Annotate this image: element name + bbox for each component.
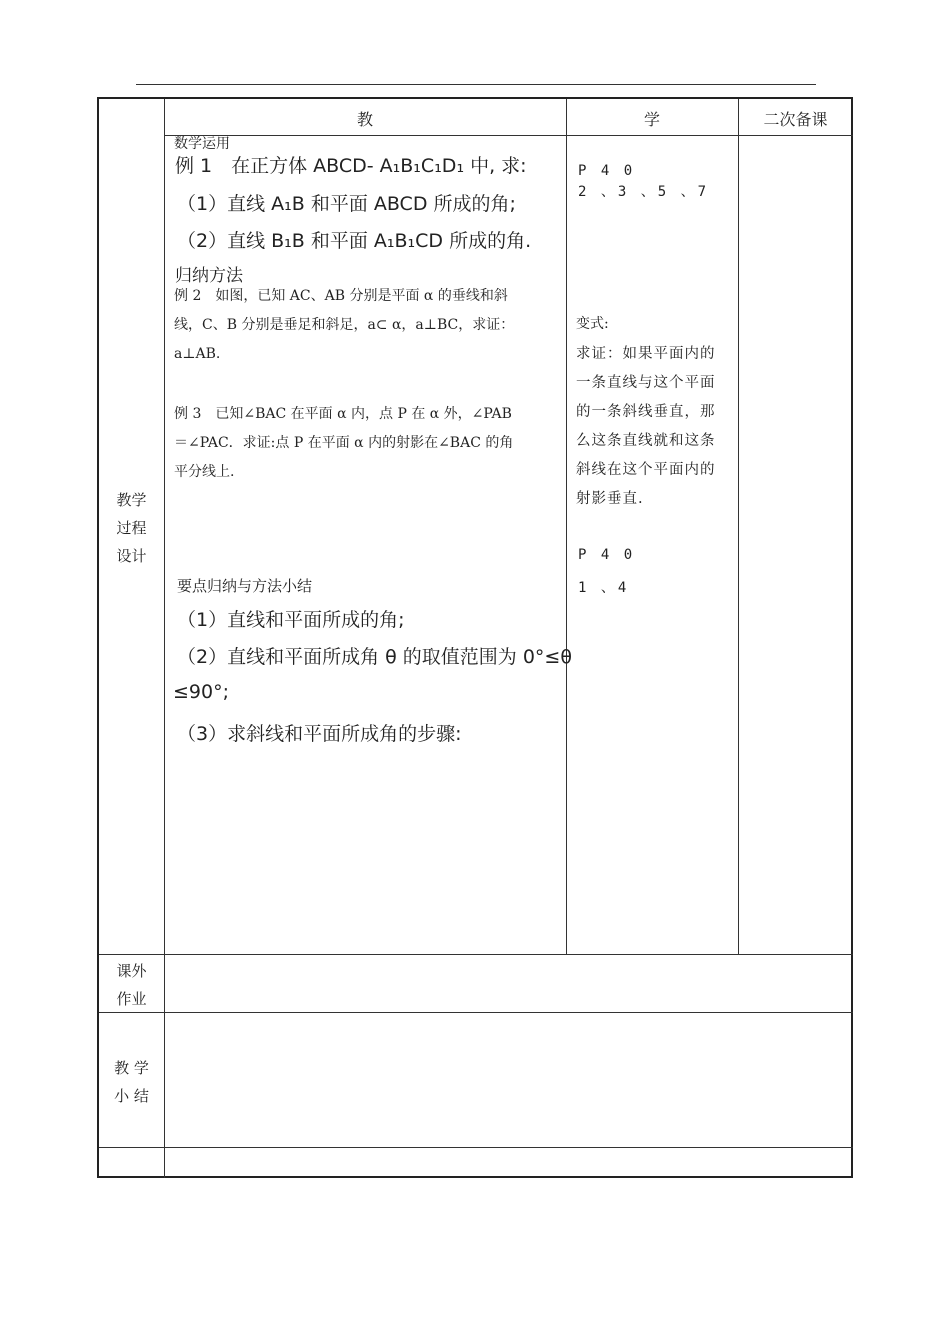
method-title: 归纳方法: [175, 266, 243, 286]
variant-line: 射影垂直.: [576, 491, 644, 507]
summary-item-2: （2）直线和平面所成角 θ 的取值范围为 0°≤θ: [177, 646, 572, 668]
label-line: 过程: [116, 519, 147, 537]
page-ref-b: P 4 0: [578, 547, 636, 563]
summary-item-1: （1）直线和平面所成的角;: [177, 609, 405, 631]
page-ref-a: P 4 0: [578, 163, 636, 179]
lesson-table: [97, 97, 853, 1178]
header-rule: [136, 84, 816, 85]
example3-line: 平分线上.: [174, 464, 235, 480]
example2-line: 例 2 如图，已知 AC、AB 分别是平面 α 的垂线和斜: [174, 288, 508, 304]
col-divider-label: [164, 99, 165, 1178]
label-teaching-summary: [99, 1054, 164, 1110]
label-process-design: [99, 486, 164, 570]
variant-line: 斜线在这个平面内的: [576, 462, 716, 478]
label-line: 教 学: [114, 1059, 149, 1077]
example1-question1: （1）直线 A₁B 和平面 ABCD 所成的角;: [177, 193, 516, 215]
header-row-divider: [164, 135, 853, 136]
page-ref-a-items: 2 、3 、5 、7: [578, 184, 710, 200]
label-line: 课外: [116, 962, 147, 980]
example2-line: a⊥AB.: [174, 346, 221, 362]
summary-item-3: （3）求斜线和平面所成角的步骤:: [177, 723, 462, 745]
variant-line: 一条直线与这个平面: [576, 375, 716, 391]
example1-title: 例 1 在正方体 ABCD- A₁B₁C₁D₁ 中, 求:: [175, 155, 527, 177]
process-row-divider: [99, 954, 853, 955]
label-homework: [99, 957, 164, 1013]
example3-line: 例 3 已知∠BAC 在平面 α 内，点 P 在 α 外，∠PAB: [174, 406, 512, 422]
variant-statement: [576, 340, 736, 514]
variant-label: 变式:: [576, 316, 609, 332]
header-second-prep: 二次备课: [763, 110, 828, 129]
summary-item-2-cont: ≤90°;: [173, 681, 229, 703]
variant-line: 求证：如果平面内的: [576, 346, 716, 362]
label-line: 设计: [116, 547, 147, 565]
example3-line: ＝∠PAC．求证:点 P 在平面 α 内的射影在∠BAC 的角: [174, 435, 514, 451]
summary-row-divider: [99, 1147, 853, 1148]
label-line: 小 结: [114, 1087, 149, 1105]
label-line: 教学: [116, 491, 147, 509]
example2: [174, 282, 564, 369]
col-divider-learn: [566, 99, 567, 954]
example2-line: 线，C、B 分别是垂足和斜足，a⊂ α，a⊥BC，求证：: [174, 317, 515, 333]
label-line: 作业: [116, 990, 147, 1008]
page-ref-b-items: 1 、4: [578, 580, 630, 596]
section-heading: 数学运用: [174, 136, 230, 152]
variant-line: 么这条直线就和这条: [576, 433, 716, 449]
homework-row-divider: [99, 1012, 853, 1013]
col-divider-notes: [738, 99, 739, 954]
variant-line: 的一条斜线垂直，那: [576, 404, 716, 420]
header-teach: 教: [356, 110, 373, 129]
example3: [174, 400, 564, 487]
header-learn: 学: [643, 110, 660, 129]
summary-title: 要点归纳与方法小结: [177, 577, 313, 595]
example1-question2: （2）直线 B₁B 和平面 A₁B₁CD 所成的角.: [177, 230, 532, 252]
